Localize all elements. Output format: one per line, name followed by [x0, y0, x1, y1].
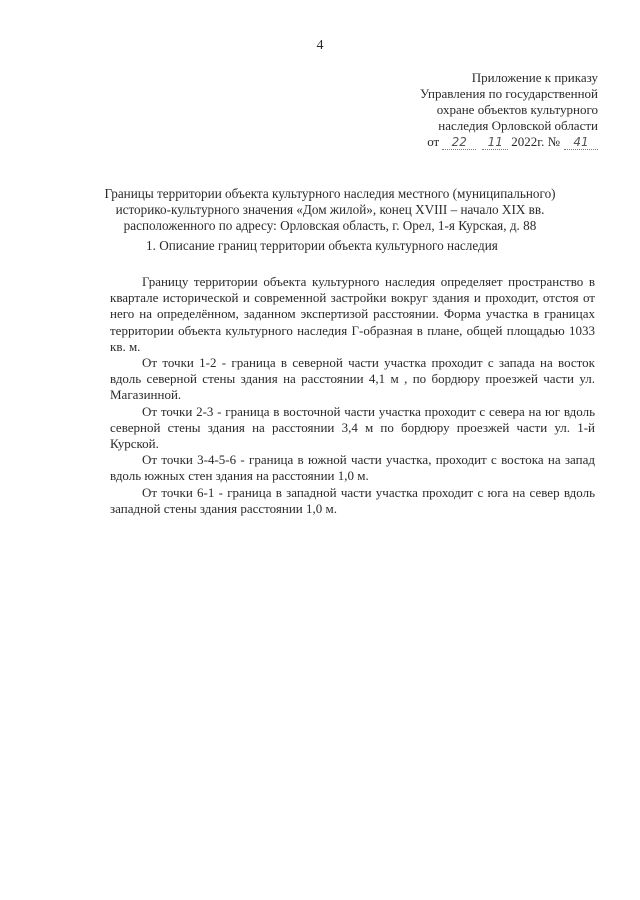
- handwritten-month: 11: [482, 136, 508, 150]
- handwritten-order-number: 41: [564, 136, 598, 150]
- number-sign: №: [547, 134, 560, 149]
- date-year: 2022г.: [511, 134, 545, 149]
- page-number: 4: [316, 38, 324, 53]
- appendix-header: [358, 70, 598, 150]
- document-title: [60, 186, 600, 234]
- appendix-line-2: Управления по государственной: [419, 86, 598, 101]
- order-date-line: [358, 134, 598, 150]
- paragraph-intro: Границу территории объекта культурного наследия определяет пространство в квартале исторической и современной застройки вокруг здания и проходит, отстоя от него на определённом, заданном экспертизой расстоянии. Форма участка в границах территории объекта культурного наследия Г-образная в плане, общей площадью 1033 кв. м.: [110, 274, 595, 354]
- appendix-line-1: Приложение к приказу: [471, 70, 598, 85]
- appendix-line-4: наследия Орловской области: [438, 118, 598, 133]
- appendix-line-3: охране объектов культурного: [436, 102, 598, 117]
- title-line-1: Границы территории объекта культурного наследия местного (муниципального): [104, 186, 556, 201]
- paragraph-points-3-6: От точки 3-4-5-6 - граница в южной части участка, проходит с востока на запад вдоль южных стен здания на расстоянии 1,0 м.: [110, 452, 595, 484]
- paragraph-points-6-1: От точки 6-1 - граница в западной части участка проходит с юга на север вдоль западной стены здания расстоянии 1,0 м.: [110, 484, 595, 516]
- section-body: [110, 274, 595, 517]
- title-line-2: историко-культурного значения «Дом жилой», конец XVIII – начало XIX вв.: [115, 202, 545, 217]
- handwritten-day: 22: [442, 136, 476, 150]
- title-line-3: расположенного по адресу: Орловская область, г. Орел, 1-я Курская, д. 88: [123, 218, 537, 233]
- date-prefix: от: [427, 134, 440, 149]
- paragraph-points-2-3: От точки 2-3 - граница в восточной части участка проходит с севера на юг вдоль северной стены здания на расстоянии 3,4 м по бордюру проезжей части ул. 1-й Курской.: [110, 403, 595, 452]
- section-heading: 1. Описание границ территории объекта культурного наследия: [146, 238, 498, 253]
- paragraph-points-1-2: От точки 1-2 - граница в северной части участка проходит с запада на восток вдоль северной стены здания на расстоянии 4,1 м , по бордюру проезжей части ул. Магазинной.: [110, 355, 595, 403]
